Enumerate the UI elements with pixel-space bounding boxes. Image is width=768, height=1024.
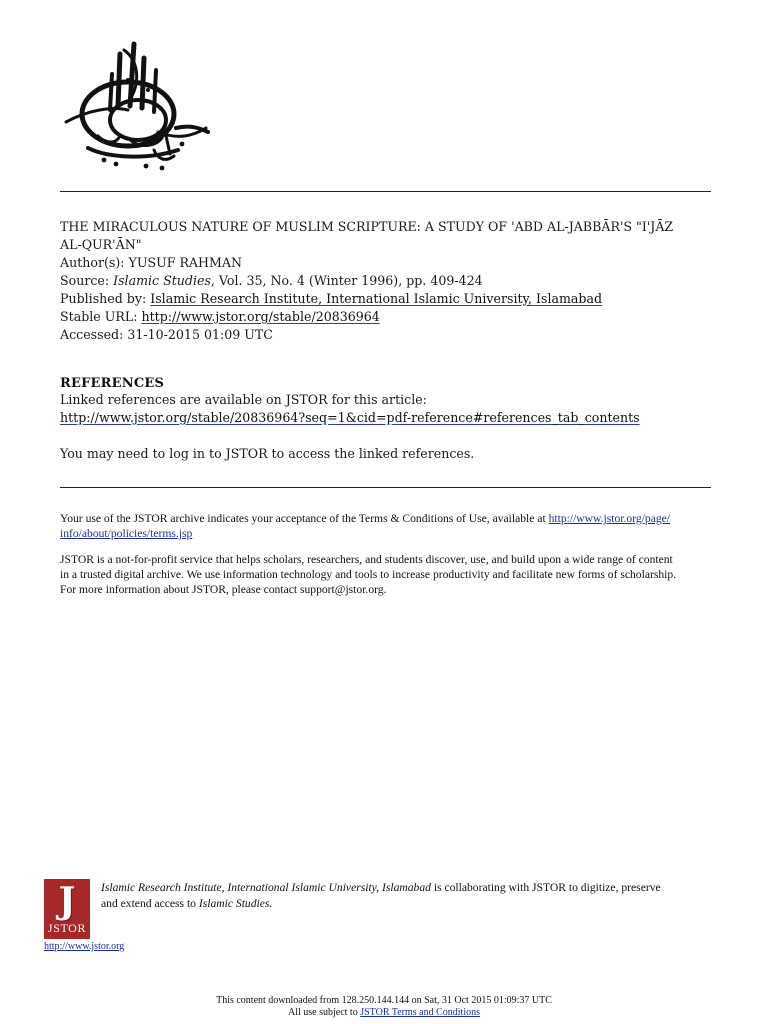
top-divider	[60, 191, 711, 192]
download-footer	[0, 995, 768, 1019]
publisher-link[interactable]: Islamic Research Institute, International Islamic University, Islamabad	[150, 291, 603, 306]
about-line2: in a trusted digital archive. We use information technology and tools to increase productivity and facilitate new forms of scholarship.	[60, 568, 677, 581]
authors-line	[60, 254, 720, 272]
article-title: THE MIRACULOUS NATURE OF MUSLIM SCRIPTURE: A STUDY OF 'ABD AL-JABBĀR'S "I'JĀZ	[60, 219, 674, 234]
middle-divider	[60, 487, 711, 488]
publisher-label: Published by:	[60, 291, 147, 306]
references-section	[60, 376, 720, 463]
stable-url-link[interactable]: http://www.jstor.org/stable/20836964	[141, 309, 380, 324]
stable-url-label: Stable URL:	[60, 309, 138, 324]
stable-url-line	[60, 308, 720, 326]
collab-text1: is collaborating with JSTOR to digitize, preserve	[430, 881, 661, 894]
jstor-home-link[interactable]: http://www.jstor.org	[44, 941, 125, 952]
source-journal: Islamic Studies	[113, 273, 211, 288]
footer-terms-line	[0, 1007, 768, 1019]
collab-text2: and extend access to	[101, 897, 199, 910]
collab-journal: Islamic Studies.	[198, 897, 273, 910]
about-jstor	[60, 552, 720, 597]
about-line3: For more information about JSTOR, please contact support@jstor.org.	[60, 583, 387, 596]
footer-terms-prefix: All use subject to	[288, 1007, 361, 1018]
jstor-logo-letter: J	[58, 880, 76, 922]
references-link[interactable]: http://www.jstor.org/stable/20836964?seq=1&cid=pdf-reference#references_tab_contents	[60, 410, 640, 425]
terms-url-link-cont[interactable]: info/about/policies/terms.jsp	[60, 527, 193, 540]
source-details: , Vol. 35, No. 4 (Winter 1996), pp. 409-424	[210, 273, 483, 288]
terms-url-link[interactable]: http://www.jstor.org/page/	[548, 512, 670, 525]
references-note: You may need to log in to JSTOR to access the linked references.	[60, 446, 475, 461]
publisher-line	[60, 290, 720, 308]
footer-download-info: This content downloaded from 128.250.144.144 on Sat, 31 Oct 2015 01:09:37 UTC	[216, 995, 552, 1006]
calligraphic-seal-icon	[58, 40, 210, 174]
terms-text: Your use of the JSTOR archive indicates your acceptance of the Terms & Conditions of Use, available at	[60, 512, 546, 525]
about-line1: JSTOR is a not-for-profit service that helps scholars, researchers, and students discover, use, and build upon a wide range of content	[60, 553, 673, 566]
collab-publisher: Islamic Research Institute, International Islamic University, Islamabad	[101, 881, 431, 894]
terms-notice	[60, 511, 712, 541]
accessed-line: Accessed: 31-10-2015 01:09 UTC	[60, 327, 273, 342]
collaboration-statement	[101, 880, 721, 911]
references-heading: REFERENCES	[60, 376, 165, 391]
footer-terms-link[interactable]: JSTOR Terms and Conditions	[360, 1007, 480, 1018]
article-citation	[60, 218, 720, 344]
source-label: Source:	[60, 273, 110, 288]
authors-value: YUSUF RAHMAN	[128, 255, 243, 270]
jstor-logo-text: JSTOR	[47, 921, 87, 935]
source-line	[60, 272, 720, 290]
article-title-cont: AL-QUR'ĀN"	[60, 237, 142, 252]
jstor-logo[interactable]	[44, 879, 90, 939]
references-intro: Linked references are available on JSTOR for this article:	[60, 392, 427, 407]
authors-label: Author(s):	[60, 255, 125, 270]
terms-line1	[60, 511, 712, 526]
jstor-url-line	[44, 941, 124, 953]
